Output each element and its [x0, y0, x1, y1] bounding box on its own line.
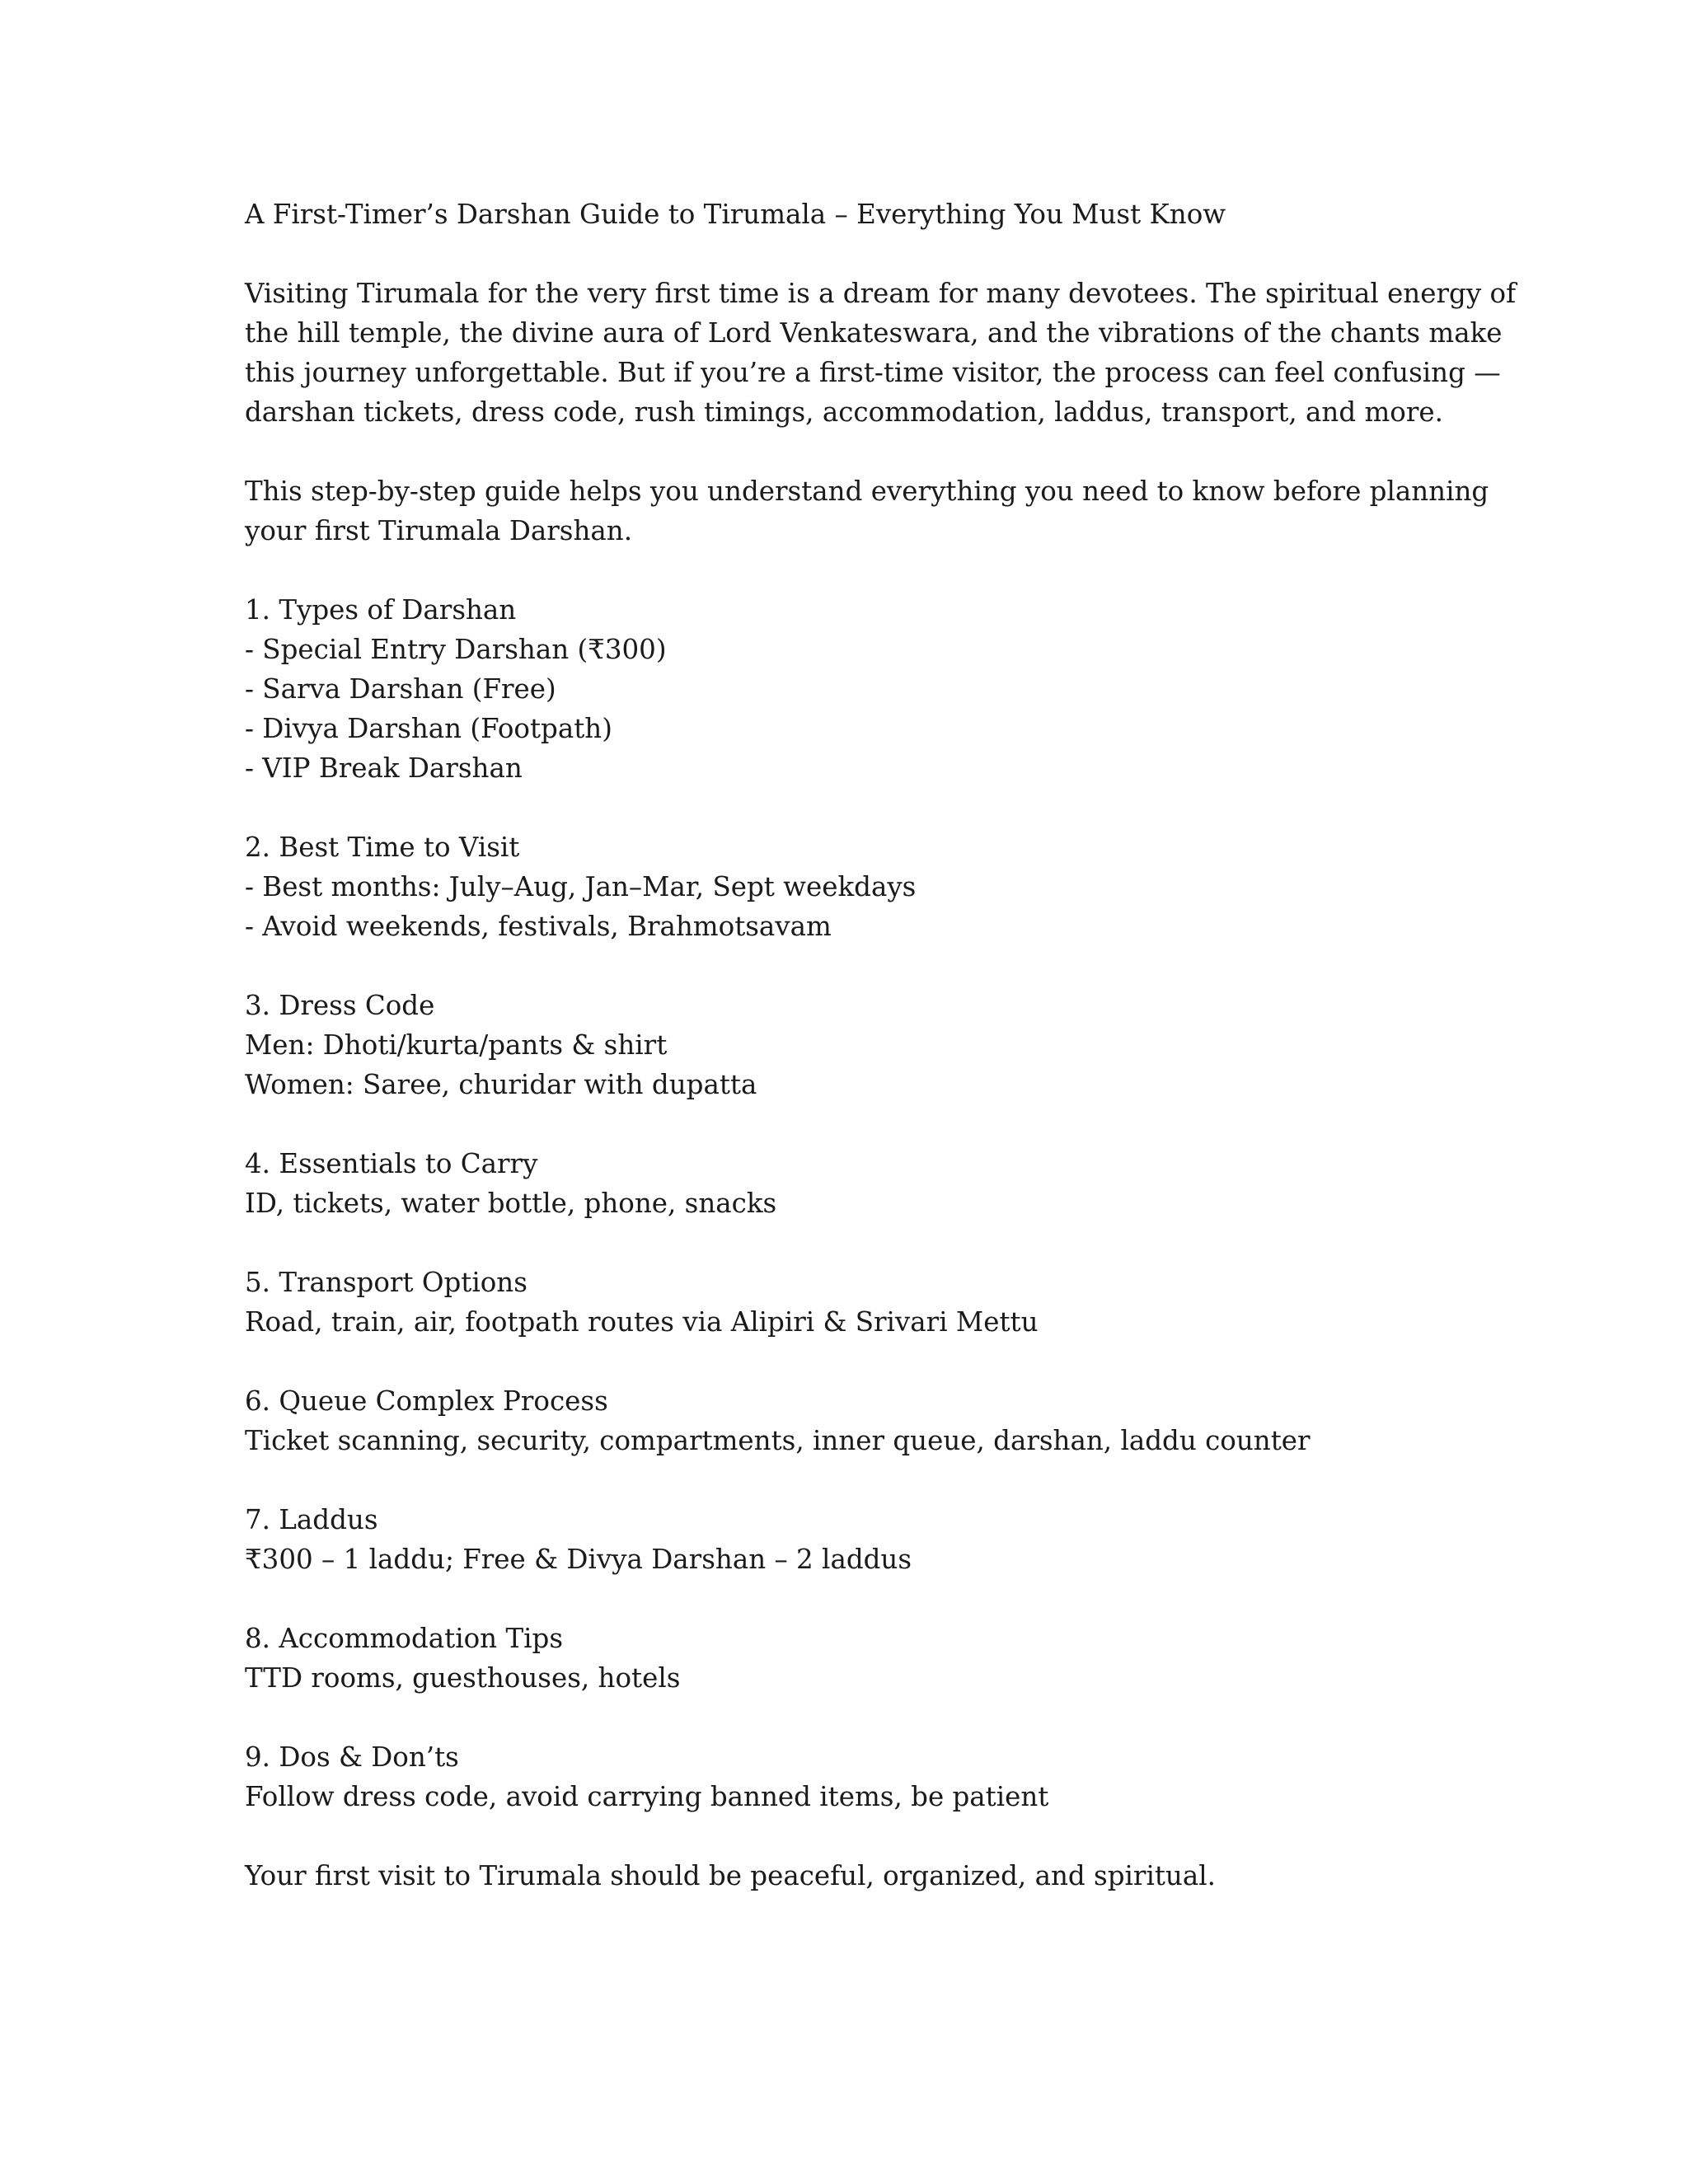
section-line: TTD rooms, guesthouses, hotels	[245, 1662, 681, 1694]
section-heading: 5. Transport Options	[245, 1267, 528, 1298]
section-line: Men: Dhoti/kurta/pants & shirt	[245, 1029, 668, 1061]
section-line: - Avoid weekends, festivals, Brahmotsavam	[245, 911, 832, 942]
section-line: Ticket scanning, security, compartments, inner queue, darshan, laddu counter	[245, 1425, 1311, 1456]
section-heading: 3. Dress Code	[245, 990, 435, 1021]
section-line: Road, train, air, footpath routes via Alipiri & Srivari Mettu	[245, 1306, 1039, 1338]
section-types-of-darshan	[245, 590, 1465, 788]
section-heading: 6. Queue Complex Process	[245, 1385, 608, 1417]
section-heading: 2. Best Time to Visit	[245, 832, 520, 863]
paragraph-gap	[245, 1816, 1465, 1856]
guide-line: This step-by-step guide helps you understand everything you need to know before planning	[245, 476, 1489, 507]
paragraph-gap	[245, 1223, 1465, 1263]
paragraph-gap	[245, 1698, 1465, 1737]
section-line: - Best months: July–Aug, Jan–Mar, Sept weekdays	[245, 871, 917, 902]
paragraph-gap	[245, 788, 1465, 827]
paragraph-gap	[245, 946, 1465, 986]
section-best-time	[245, 827, 1465, 946]
closing-line: Your first visit to Tirumala should be peaceful, organized, and spiritual.	[245, 1860, 1216, 1891]
paragraph-gap	[245, 1579, 1465, 1619]
section-line: ₹300 – 1 laddu; Free & Divya Darshan – 2 laddus	[245, 1544, 912, 1575]
section-heading: 8. Accommodation Tips	[245, 1623, 564, 1654]
paragraph-gap	[245, 234, 1465, 274]
section-line: - Sarva Darshan (Free)	[245, 673, 556, 705]
section-heading: 7. Laddus	[245, 1504, 378, 1535]
section-transport	[245, 1263, 1465, 1342]
section-heading: 9. Dos & Don’ts	[245, 1741, 459, 1773]
section-line: ID, tickets, water bottle, phone, snacks	[245, 1188, 777, 1219]
intro-paragraph	[245, 274, 1517, 432]
intro-line: Visiting Tirumala for the very first time is a dream for many devotees. The spiritual energy of	[245, 278, 1517, 309]
guide-line: your first Tirumala Darshan.	[245, 515, 633, 546]
paragraph-gap	[245, 1342, 1465, 1381]
document-title: A First-Timer’s Darshan Guide to Tirumala – Everything You Must Know	[245, 199, 1226, 230]
paragraph-gap	[245, 1104, 1465, 1144]
section-dos-donts	[245, 1737, 1465, 1816]
paragraph-gap	[245, 432, 1465, 471]
section-heading: 4. Essentials to Carry	[245, 1148, 538, 1179]
intro-line: this journey unforgettable. But if you’re a first-time visitor, the process can feel confusing —	[245, 357, 1501, 388]
section-dress-code	[245, 986, 1465, 1104]
section-accommodation	[245, 1619, 1465, 1698]
section-queue-complex	[245, 1381, 1465, 1460]
intro-line: darshan tickets, dress code, rush timings, accommodation, laddus, transport, and more.	[245, 396, 1443, 428]
section-line: - Divya Darshan (Footpath)	[245, 713, 612, 744]
section-line: - VIP Break Darshan	[245, 752, 523, 784]
section-essentials	[245, 1144, 1465, 1223]
paragraph-gap	[245, 1460, 1465, 1500]
section-line: Women: Saree, churidar with dupatta	[245, 1069, 757, 1100]
paragraph-gap	[245, 551, 1465, 590]
section-heading: 1. Types of Darshan	[245, 594, 517, 626]
section-laddus	[245, 1500, 1465, 1579]
section-line: - Special Entry Darshan (₹300)	[245, 634, 667, 665]
document-body	[245, 194, 1517, 1896]
intro-line: the hill temple, the divine aura of Lord Venkateswara, and the vibrations of the chants make	[245, 317, 1503, 349]
guide-paragraph	[245, 471, 1489, 551]
section-line: Follow dress code, avoid carrying banned items, be patient	[245, 1781, 1049, 1812]
